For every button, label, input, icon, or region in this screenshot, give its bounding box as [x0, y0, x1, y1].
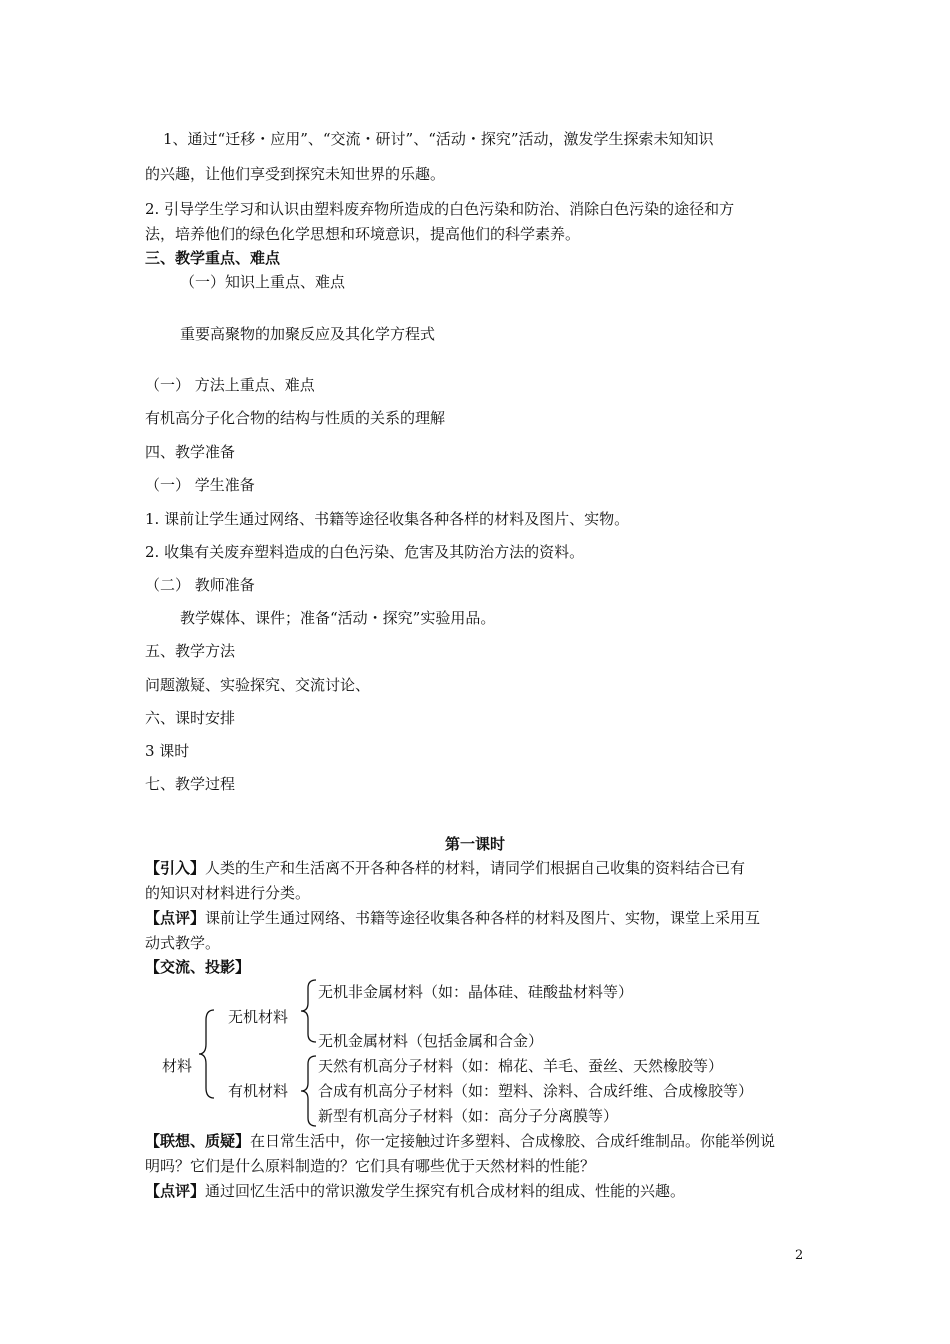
section-6-heading: 六、课时安排 — [145, 709, 236, 727]
intro-text-1: 人类的生产和生活离不开各种各样的材料，请同学们根据自己收集的资料结合已有 — [205, 859, 746, 877]
tree-root-label: 材料 — [162, 1057, 193, 1075]
tree-inorganic-label: 无机材料 — [228, 1008, 289, 1026]
tree-inorganic-nonmetal: 无机非金属材料（如：晶体硅、硅酸盐材料等） — [318, 983, 634, 1001]
intro-line-1 — [145, 858, 745, 878]
objective-line-1: 1、通过“迁移・应用”、“交流・研讨”、“活动・探究”活动，激发学生探索未知知识 — [163, 130, 714, 148]
section-3-sub2: （一） 方法上重点、难点 — [145, 376, 315, 394]
tree-organic-natural: 天然有机高分子材料（如：棉花、羊毛、蚕丝、天然橡胶等） — [318, 1057, 724, 1075]
section-3-sub2-text: 有机高分子化合物的结构与性质的关系的理解 — [145, 409, 446, 427]
comment-1-line-2: 动式教学。 — [145, 934, 221, 952]
question-tag: 【联想、质疑】 — [145, 1132, 251, 1150]
comment-1-text-1: 课前让学生通过网络、书籍等途径收集各种各样的材料及图片、实物，课堂上采用互 — [205, 909, 761, 927]
objective-line-3: 2. 引导学生学习和认识由塑料废弃物所造成的白色污染和防治、消除白色污染的途径和方 — [145, 200, 735, 218]
comment-2-text: 通过回忆生活中的常识激发学生探究有机合成材料的组成、性能的兴趣。 — [205, 1182, 686, 1200]
question-line-2: 明吗？它们是什么原料制造的？它们具有哪些优于天然材料的性能？ — [145, 1157, 596, 1175]
section-4-item-1: 1. 课前让学生通过网络、书籍等途径收集各种各样的材料及图片、实物。 — [145, 510, 630, 528]
section-4-sub2: （二） 教师准备 — [145, 576, 255, 594]
section-4-item-2: 2. 收集有关废弃塑料造成的白色污染、危害及其防治方法的资料。 — [145, 543, 585, 561]
comment-2-line — [145, 1181, 685, 1201]
tree-organic-label: 有机材料 — [228, 1082, 289, 1100]
page-number: 2 — [795, 1248, 804, 1263]
section-3-sub1: （一）知识上重点、难点 — [180, 273, 346, 291]
intro-tag: 【引入】 — [145, 859, 206, 877]
section-3-sub1-text: 重要高聚物的加聚反应及其化学方程式 — [180, 325, 436, 343]
comment-1-line-1 — [145, 908, 760, 928]
lesson-1-title: 第一课时 — [444, 835, 505, 853]
comment-2-tag: 【点评】 — [145, 1182, 206, 1200]
tree-organic-synthetic: 合成有机高分子材料（如：塑料、涂料、合成纤维、合成橡胶等） — [318, 1082, 754, 1100]
section-5-text: 问题激疑、实验探究、交流讨论、 — [145, 676, 371, 694]
section-4-heading: 四、教学准备 — [145, 443, 236, 461]
section-7-heading: 七、教学过程 — [145, 775, 236, 793]
section-6-text: 3 课时 — [145, 742, 190, 760]
objective-line-2: 的兴趣，让他们享受到探究未知世界的乐趣。 — [145, 165, 446, 183]
question-text-1: 在日常生活中，你一定接触过许多塑料、合成橡胶、合成纤维制品。你能举例说 — [250, 1132, 776, 1150]
tree-organic-new: 新型有机高分子材料（如：高分子分离膜等） — [318, 1107, 619, 1125]
intro-line-2: 的知识对材料进行分类。 — [145, 884, 311, 902]
exchange-tag: 【交流、投影】 — [145, 958, 251, 976]
question-line-1 — [145, 1131, 775, 1151]
tree-inorganic-metal: 无机金属材料（包括金属和合金） — [318, 1032, 544, 1050]
objective-line-4: 法，培养他们的绿色化学思想和环境意识，提高他们的科学素养。 — [145, 225, 581, 243]
section-3-heading: 三、教学重点、难点 — [145, 249, 281, 267]
inorganic-brace-icon — [298, 978, 320, 1044]
organic-brace-icon — [298, 1054, 320, 1128]
comment-1-tag: 【点评】 — [145, 909, 206, 927]
section-4-sub2-text: 教学媒体、课件；准备“活动・探究”实验用品。 — [180, 609, 496, 627]
section-4-sub1: （一） 学生准备 — [145, 476, 255, 494]
root-brace-icon — [196, 1008, 220, 1100]
section-5-heading: 五、教学方法 — [145, 642, 236, 660]
